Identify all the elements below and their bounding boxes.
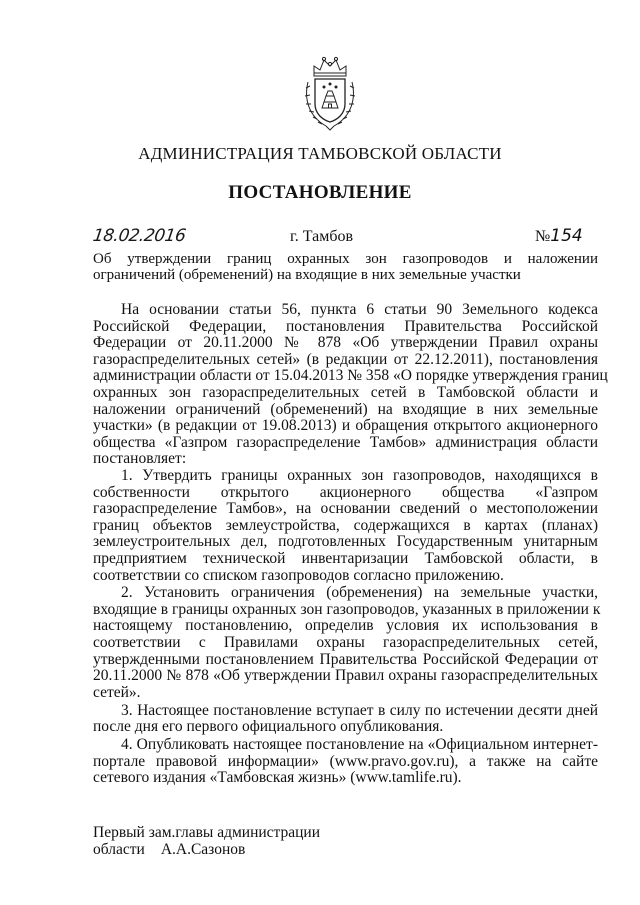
text-line: 20.11.2000 № 878 «Об утверждении Правил охраны газораспределительных — [93, 667, 598, 685]
text-line: соответствии с Правилами охраны газораспределительных сетей, — [93, 634, 598, 652]
text-line: настоящему постановлению, определив условия их использования в — [93, 617, 598, 635]
subject-line: Об утверждении границ охранных зон газопроводов и наложении — [93, 251, 598, 267]
text-line: сетевого издания «Тамбовская жизнь» (www.tamlife.ru). — [93, 769, 462, 787]
clause-3 — [93, 703, 598, 736]
text-line: границ объектов землеустройства, содержащихся в картах (планах) — [93, 516, 598, 534]
document-date: 18.02.2016 — [91, 226, 187, 246]
text-line: Российской Федерации, постановления Правительства Российской — [93, 317, 598, 335]
text-line: 4. Опубликовать настоящее постановление на «Официальном интернет- — [121, 736, 598, 753]
text-line: соответствии со списком газопроводов согласно приложению. — [93, 566, 504, 584]
text-line: общества «Газпром газораспределение Тамбов» администрация области — [93, 433, 598, 451]
number-prefix: № — [535, 228, 551, 245]
clause-1 — [93, 468, 598, 584]
clause-2 — [93, 584, 601, 701]
text-line: наложении ограничений (обременений) на входящие в них земельные — [93, 400, 598, 418]
number-value: 154 — [550, 226, 583, 246]
clause-4 — [93, 737, 598, 787]
preamble-paragraph — [93, 301, 608, 468]
text-line: 1. Утвердить границы охранных зон газопроводов, находящихся в — [121, 466, 598, 484]
text-line: На основании статьи 56, пункта 6 статьи 90 Земельного кодекса — [121, 301, 598, 318]
text-line: предприятием технической инвентаризации Тамбовской области, в — [93, 549, 598, 567]
text-line: входящие в границы охранных зон газопроводов, указанных в приложении к — [93, 600, 601, 618]
text-line: участки» (в редакции от 19.08.2013) и обращения открытого акционерного — [93, 417, 598, 435]
text-line: утвержденными постановлением Правительства Российской Федерации от — [93, 650, 598, 668]
organization-title: АДМИНИСТРАЦИЯ ТАМБОВСКОЙ ОБЛАСТИ — [138, 144, 502, 163]
text-line: собственности открытого акционерного общества «Газпром — [93, 483, 598, 501]
signatory-line2 — [93, 841, 320, 858]
text-line: портале правовой информации» (www.pravo.gov.ru), а также на сайте — [93, 752, 598, 770]
document-body — [93, 301, 608, 787]
text-line: 2. Установить ограничения (обременения) на земельные участки, — [121, 584, 598, 602]
text-line: администрации области от 15.04.2013 № 358 «О порядке утверждения границ — [93, 367, 608, 385]
text-line: 3. Настоящее постановление вступает в силу по истечении десяти дней — [121, 701, 598, 719]
signatory-position: Первый зам.главы администрации — [93, 824, 321, 841]
document-city: г. Тамбов — [290, 228, 354, 245]
text-line: после дня его первого официального опубликования. — [93, 718, 444, 736]
text-line: Федерации от 20.11.2000 № 878 «Об утверждении Правил охраны — [93, 334, 598, 352]
text-line: сетей». — [93, 683, 141, 701]
document-number — [535, 226, 583, 246]
text-line: землеустроительных дел, подготовленных Государственным унитарным — [93, 533, 598, 551]
document-subject — [93, 251, 598, 283]
text-line: охранных зон газораспределительных сетей в Тамбовской области и — [93, 383, 598, 401]
signature-block — [93, 824, 320, 858]
text-line: газораспределительных сетей» (в редакции от 22.12.2011), постановления — [93, 350, 598, 368]
document-type-title: ПОСТАНОВЛЕНИЕ — [228, 182, 412, 203]
text-line: постановляет: — [93, 450, 187, 468]
coat-of-arms-icon — [300, 54, 360, 134]
subject-line: ограничений (обременений) на входящие в них земельные участки — [93, 267, 521, 283]
signatory-name: А.А.Сазонов — [160, 841, 246, 858]
text-line: газораспределение Тамбов», на основании сведений о местоположении — [93, 500, 598, 518]
signatory-position-cont: области — [93, 841, 145, 858]
